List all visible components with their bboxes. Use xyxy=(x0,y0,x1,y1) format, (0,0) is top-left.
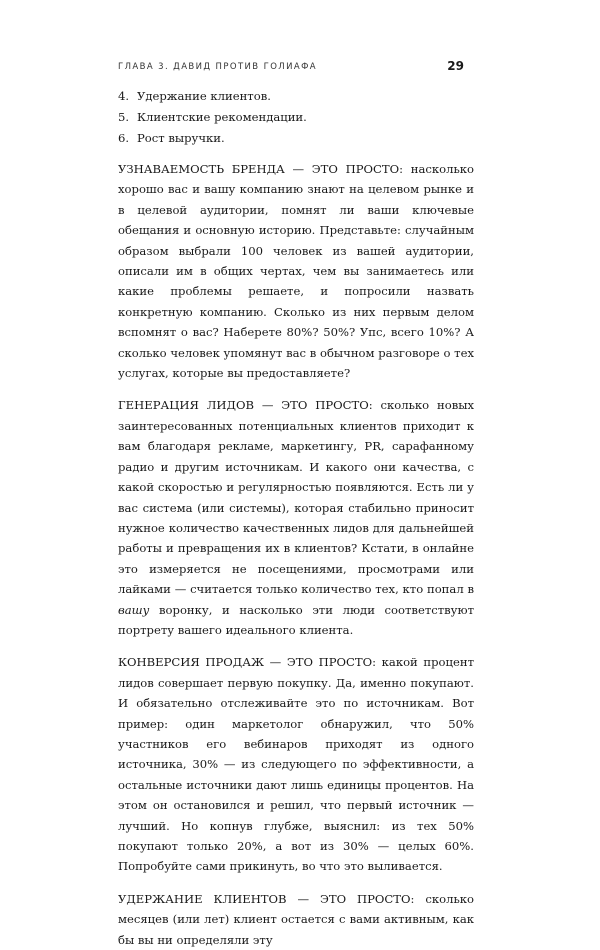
emphasis-text: вашу xyxy=(118,602,150,617)
list-item-text: Рост выручки. xyxy=(137,131,225,145)
numbered-list xyxy=(118,86,474,148)
list-item-number: 5. xyxy=(118,110,130,124)
paragraph-sales-conversion: КОНВЕРСИЯ ПРОДАЖ — ЭТО ПРОСТО: какой процент лидов совершает первую покупку. Да, именно покупают. И обязательно отслеживайте это по источникам. Вот пример: один маркетолог обнаружил, что 50% участников его вебинаров приходят из одного источника, 30% — из следующего по эффективности, а остальные источники дают лишь единицы процентов. На этом он остановился и решил, что первый источник — лучший. Но копнув глубже, выяснил: из тех 50% покупают только 20%, а вот из 30% — целых 60%. Попробуйте сами прикинуть, во что это выливается. xyxy=(118,655,474,874)
running-head: ГЛАВА 3. ДАВИД ПРОТИВ ГОЛИАФА xyxy=(118,62,317,72)
list-item-number: 6. xyxy=(118,131,130,145)
paragraph-brand-awareness: УЗНАВАЕМОСТЬ БРЕНДА — ЭТО ПРОСТО: насколько хорошо вас и вашу компанию знают на целевом рынке и в целевой аудитории, помнят ли ваши ключевые обещания и основную историю. Представьте: случайным образом выбрали 100 человек из вашей аудитории, описали им в общих чертах, чем вы занимаетесь или какие проблемы решаете, и попросили назвать конкретную компанию. Сколько из них первым делом вспомнят о вас? Наберете 80%? 50%? Упс, всего 10%? А сколько человек упомянут вас в обычном разговоре о тех услугах, которые вы предоставляете? xyxy=(118,162,474,381)
list-item-text: Удержание клиентов. xyxy=(137,89,271,103)
paragraph-text: ГЕНЕРАЦИЯ ЛИДОВ — ЭТО ПРОСТО: сколько новых заинтересованных потенциальных клиентов приходит к вам благодаря рекламе, маркетингу, PR, сарафанному радио и другим источникам. И какого они качества, с какой скоростью и регулярностью появляются. Есть ли у вас система (или системы), которая стабильно приносит нужное количество качественных лидов для дальнейшей работы и превращения их в клиентов? Кстати, в онлайне это измеряется не посещениями, просмотрами или лайками — считается только количество тех, кто попал в xyxy=(118,398,474,597)
list-item-number: 4. xyxy=(118,89,130,103)
page-number: 29 xyxy=(447,59,464,73)
paragraph-text: воронку, и насколько эти люди соответствуют портрету вашего идеального клиента. xyxy=(118,602,474,637)
paragraph-lead-generation xyxy=(118,395,474,640)
list-item-text: Клиентские рекомендации. xyxy=(137,110,307,124)
list-item xyxy=(118,86,474,106)
paragraph-customer-retention: УДЕРЖАНИЕ КЛИЕНТОВ — ЭТО ПРОСТО: сколько месяцев (или лет) клиент остается с вами активным, как бы вы ни определяли эту xyxy=(118,891,474,947)
list-item xyxy=(118,107,474,127)
list-item xyxy=(118,128,474,148)
body-text xyxy=(118,86,474,950)
